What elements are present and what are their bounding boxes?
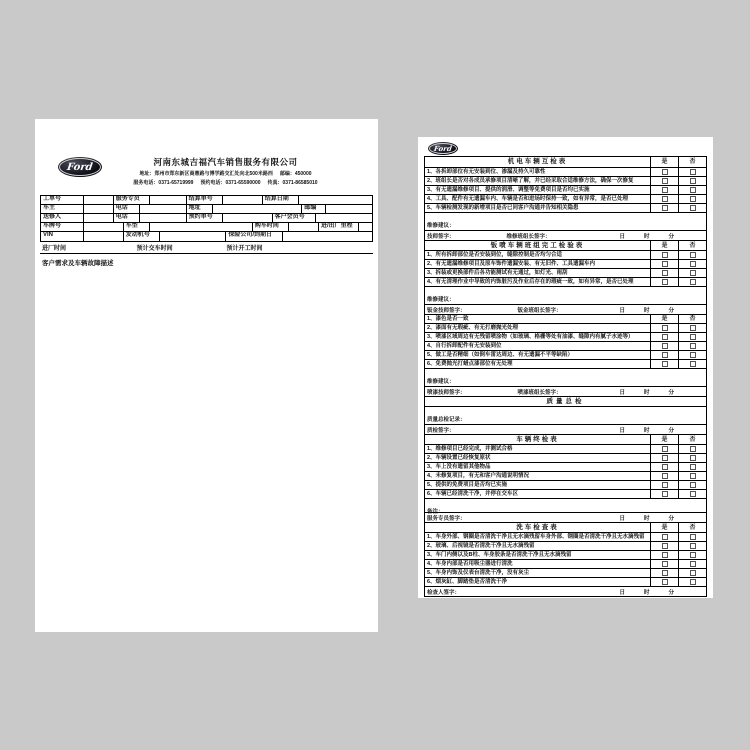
no-header: 否 <box>678 435 706 444</box>
yes-checkbox[interactable] <box>662 205 668 211</box>
checklist-item-text: 1、车身外部、钢圈是否清洗干净且无水滴残留车身外部、钢圈是否清洗干净且无水滴残留 <box>427 534 645 540</box>
checklist-row <box>425 541 706 550</box>
no-checkbox[interactable] <box>690 561 696 567</box>
field-label: 服务专员 <box>114 196 150 204</box>
yes-checkbox-cell[interactable] <box>650 578 678 586</box>
day-label: 日 <box>619 307 625 314</box>
hour-label: 时 <box>643 389 650 396</box>
no-checkbox-cell[interactable] <box>678 351 706 359</box>
yes-checkbox[interactable] <box>662 187 668 193</box>
yes-header: 是 <box>650 241 678 250</box>
yes-checkbox[interactable] <box>662 561 668 567</box>
advice-label: 维修建议： <box>427 223 455 229</box>
phone-line <box>113 179 338 186</box>
yes-checkbox[interactable] <box>662 482 668 488</box>
no-checkbox[interactable] <box>690 491 696 497</box>
no-checkbox[interactable] <box>690 455 696 461</box>
minute-label: 分 <box>668 589 674 596</box>
field-value-cell <box>84 214 114 222</box>
no-checkbox-cell[interactable] <box>678 454 706 462</box>
no-checkbox-cell[interactable] <box>678 278 706 286</box>
date-time-labels <box>619 588 674 596</box>
field-label: 车主 <box>41 205 84 213</box>
field-value-cell <box>223 214 273 222</box>
section-header-row <box>425 157 706 167</box>
field-label: 车型 <box>124 223 150 231</box>
repair-advice-box <box>425 212 706 230</box>
checklist-item-text: 5、做工是否精细（如倒车雷达周边、有无遗漏不平等缺陷） <box>427 352 574 358</box>
checklist-row <box>425 194 706 203</box>
field-value-cell <box>84 196 114 204</box>
yes-checkbox-cell[interactable] <box>650 481 678 489</box>
no-checkbox[interactable] <box>690 352 696 358</box>
yes-checkbox[interactable] <box>662 579 668 585</box>
no-header: 否 <box>678 315 706 323</box>
section-header-row <box>425 434 706 444</box>
table-title: 钣喷车辆班组完工检验表 <box>490 242 585 249</box>
date-time-labels <box>619 232 674 240</box>
yes-checkbox[interactable] <box>662 325 668 331</box>
work-order-page <box>35 119 378 632</box>
yes-checkbox[interactable] <box>662 552 668 558</box>
table-row <box>41 196 372 205</box>
yes-header: 是 <box>650 315 678 323</box>
no-checkbox-cell[interactable] <box>678 578 706 586</box>
no-checkbox[interactable] <box>690 187 696 193</box>
field-label: 送修人 <box>41 214 84 222</box>
yes-checkbox[interactable] <box>662 464 668 470</box>
checklist-row <box>425 277 706 286</box>
no-checkbox[interactable] <box>690 343 696 349</box>
minute-label: 分 <box>668 307 674 314</box>
yes-checkbox-cell[interactable] <box>650 569 678 577</box>
checklist-item-text: 2、车辆设置已经恢复原状 <box>427 455 491 461</box>
day-label: 日 <box>619 427 625 434</box>
service-advisor-signature-label: 服务专员签字： <box>427 515 466 522</box>
technician-signature-label: 技师签字： <box>427 233 455 240</box>
no-checkbox[interactable] <box>690 279 696 285</box>
checklist-item-text: 3、拆装或更换部件后各功能测试有无通过，如灯光、雨刮 <box>427 270 568 276</box>
address-line <box>113 170 338 177</box>
foreman-signature-label: 维修班组长签字： <box>506 233 551 240</box>
repair-advice-box <box>425 286 706 304</box>
yes-checkbox-cell[interactable] <box>650 472 678 480</box>
table-title: 洗车检查表 <box>516 524 559 531</box>
inspection-page <box>418 137 713 598</box>
yes-checkbox[interactable] <box>662 446 668 452</box>
field-value-cell <box>359 223 372 231</box>
signature-row <box>425 386 706 396</box>
checklist-row <box>425 314 706 323</box>
field-value-cell <box>84 205 114 213</box>
no-checkbox-cell[interactable] <box>678 269 706 277</box>
yes-checkbox[interactable] <box>662 361 668 367</box>
checklist-row <box>425 341 706 350</box>
field-label: 保险公司/到期日 <box>226 232 282 241</box>
day-label: 日 <box>619 515 625 522</box>
minute-label: 分 <box>668 389 674 396</box>
no-checkbox-cell[interactable] <box>678 481 706 489</box>
field-value-cell <box>213 205 302 213</box>
checklist-item-text: 4、车身内部是否用吸尘器进行清洗 <box>427 561 513 567</box>
checklist-row <box>425 532 706 541</box>
yes-checkbox-cell[interactable] <box>650 333 678 341</box>
signature-row <box>425 230 706 240</box>
no-header: 否 <box>678 241 706 250</box>
date-time-labels <box>619 426 674 434</box>
inspection-table <box>424 156 707 597</box>
checklist-row <box>425 259 706 268</box>
section-header-row <box>425 396 706 406</box>
yes-checkbox-cell[interactable] <box>650 560 678 568</box>
field-label: 地址 <box>187 205 213 213</box>
yes-checkbox-cell[interactable] <box>650 445 678 453</box>
field-value-cell <box>150 196 186 204</box>
no-header: 否 <box>678 157 706 167</box>
checklist-item-text: 5、车辆检测发现的新增项目是否已同客户沟通并告知相关隐患 <box>427 205 579 211</box>
repair-advice-box <box>425 368 706 386</box>
ford-logo-text: Ford <box>66 161 94 173</box>
table-title: 机电车辆互检表 <box>507 158 568 165</box>
field-label: 电话 <box>114 214 140 222</box>
hour-label: 时 <box>643 427 650 434</box>
ford-logo-text: Ford <box>433 144 453 153</box>
checklist-item-text: 2、有无遗漏维修项目及原车饰件遗漏安装、有无旧件、工具遗漏车内 <box>427 261 596 267</box>
no-checkbox[interactable] <box>690 252 696 258</box>
date-time-labels <box>619 388 674 396</box>
checklist-item-text: 6、免费抛光打蜡点漆部位有无处理 <box>427 361 513 367</box>
no-checkbox-cell[interactable] <box>678 560 706 568</box>
yes-checkbox[interactable] <box>662 334 668 340</box>
date-time-labels <box>619 306 674 314</box>
field-label: 车牌号 <box>41 223 84 231</box>
field-value-cell <box>326 205 372 213</box>
no-checkbox[interactable] <box>690 361 696 367</box>
signature-row <box>425 424 706 434</box>
checklist-item-text: 4、未修复项目，有无和客户沟通说明情况 <box>427 473 530 479</box>
start-time-label: 预计开工时间 <box>226 246 263 252</box>
field-label: 电话 <box>114 205 140 213</box>
field-value-cell <box>289 223 319 231</box>
no-checkbox[interactable] <box>690 270 696 276</box>
no-checkbox-cell[interactable] <box>678 551 706 559</box>
field-value-cell <box>283 232 372 241</box>
no-checkbox-cell[interactable] <box>678 445 706 453</box>
field-label: 购车时间 <box>253 223 289 231</box>
no-checkbox[interactable] <box>690 570 696 576</box>
section-header-row <box>425 522 706 532</box>
no-checkbox-cell[interactable] <box>678 260 706 268</box>
field-value-cell <box>140 214 186 222</box>
yes-checkbox-cell[interactable] <box>650 551 678 559</box>
no-checkbox[interactable] <box>690 261 696 267</box>
field-value-cell <box>223 196 263 204</box>
yes-checkbox-cell[interactable] <box>650 463 678 471</box>
ford-logo <box>428 142 458 155</box>
checklist-row <box>425 462 706 471</box>
signature-row <box>425 586 706 596</box>
no-checkbox-cell[interactable] <box>678 333 706 341</box>
quality-inspection-title: 质量总检 <box>546 398 585 405</box>
service-phone: 服务电话：0371-65719999 <box>133 180 194 186</box>
yes-checkbox-cell[interactable] <box>650 278 678 286</box>
checklist-row <box>425 559 706 568</box>
minute-label: 分 <box>668 233 674 240</box>
checklist-item-text: 6、烟灰缸、脚踏垫是否清洗干净 <box>427 579 508 585</box>
checklist-item-text: 4、工具、配件有无遗漏车内、车辆是否和进场时保持一致，如有异常，是否已处理 <box>427 196 629 202</box>
field-value-cell <box>140 205 186 213</box>
yes-checkbox-cell[interactable] <box>650 251 678 259</box>
yes-checkbox-cell[interactable] <box>650 260 678 268</box>
checklist-row <box>425 577 706 586</box>
no-checkbox-cell[interactable] <box>678 472 706 480</box>
technician-signature-label: 喷漆技师签字： <box>427 389 466 396</box>
checklist-item-text: 5、提供的免费项目是否均已实施 <box>427 482 508 488</box>
field-value-cell <box>84 232 124 241</box>
yes-checkbox-cell[interactable] <box>650 542 678 550</box>
minute-label: 分 <box>668 515 674 522</box>
checklist-row <box>425 568 706 577</box>
notes-label: 备注： <box>427 509 444 515</box>
yes-checkbox[interactable] <box>662 491 668 497</box>
field-label: 进/出厂里程 <box>319 223 359 231</box>
table-title: 车辆终检表 <box>516 436 559 443</box>
checklist-row <box>425 489 706 498</box>
foreman-signature-label: 钣金班组长签字： <box>517 307 562 314</box>
checklist-row <box>425 359 706 368</box>
yes-checkbox-cell[interactable] <box>650 360 678 368</box>
table-row <box>41 205 372 214</box>
field-value-cell <box>150 223 253 231</box>
no-checkbox[interactable] <box>690 169 696 175</box>
checklist-row <box>425 332 706 341</box>
technician-signature-label: 钣金技师签字： <box>427 307 466 314</box>
no-checkbox[interactable] <box>690 334 696 340</box>
yes-checkbox[interactable] <box>662 178 668 184</box>
field-value-cell <box>160 232 226 241</box>
no-checkbox-cell[interactable] <box>678 204 706 212</box>
letterhead <box>113 156 338 186</box>
checklist-item-text: 4、有无清理作业中导致的内饰脏污及作业后存在的瑕疵一致，如有异常，是否已处理 <box>427 279 634 285</box>
field-label: VIN <box>41 232 84 241</box>
vehicle-info-table <box>40 195 373 242</box>
hour-label: 时 <box>643 233 650 240</box>
checklist-row <box>425 444 706 453</box>
checklist-row <box>425 203 706 212</box>
field-label: 发动机号 <box>124 232 160 241</box>
advice-label: 维修建议： <box>427 379 455 385</box>
checklist-row <box>425 185 706 194</box>
no-checkbox-cell[interactable] <box>678 195 706 203</box>
checklist-item-text: 2、玻璃、后视镜是否清洗干净且无水滴残留 <box>427 543 535 549</box>
ford-logo <box>58 157 102 177</box>
checklist-row <box>425 550 706 559</box>
day-label: 日 <box>619 389 625 396</box>
no-checkbox-cell[interactable] <box>678 324 706 332</box>
checklist-item-text: 3、车门内侧以及B柱、车身胶条是否清洗干净且无水滴残留 <box>427 552 572 558</box>
checklist-row <box>425 350 706 359</box>
checklist-row <box>425 250 706 259</box>
yes-checkbox[interactable] <box>662 570 668 576</box>
no-checkbox[interactable] <box>690 446 696 452</box>
no-checkbox[interactable] <box>690 473 696 479</box>
field-label: 结算单号 <box>187 196 223 204</box>
yes-checkbox-cell[interactable] <box>650 269 678 277</box>
yes-header: 是 <box>650 157 678 167</box>
no-checkbox[interactable] <box>690 178 696 184</box>
no-checkbox[interactable] <box>690 482 696 488</box>
signature-row <box>425 512 706 522</box>
no-checkbox-cell[interactable] <box>678 186 706 194</box>
inspector-signature-label: 质检签字： <box>427 427 455 434</box>
no-checkbox[interactable] <box>690 205 696 211</box>
yes-checkbox-cell[interactable] <box>650 177 678 185</box>
hour-label: 时 <box>643 307 650 314</box>
yes-checkbox-cell[interactable] <box>650 351 678 359</box>
yes-checkbox-cell[interactable] <box>650 533 678 541</box>
field-value-cell <box>299 196 372 204</box>
checklist-item-text: 1、所有拆卸部位是否安装到位，缝隙控制是否均匀合适 <box>427 252 563 258</box>
checklist-row <box>425 268 706 277</box>
yes-checkbox-cell[interactable] <box>650 454 678 462</box>
yes-checkbox[interactable] <box>662 169 668 175</box>
booking-phone: 预约电话：0371-65590000 <box>200 180 261 186</box>
yes-checkbox[interactable] <box>662 252 668 258</box>
no-checkbox-cell[interactable] <box>678 533 706 541</box>
advice-label: 维修建议： <box>427 297 455 303</box>
no-checkbox-cell[interactable] <box>678 463 706 471</box>
minute-label: 分 <box>668 427 674 434</box>
checker-signature-label: 检查人签字： <box>427 589 461 596</box>
signature-row <box>425 304 706 314</box>
checklist-row <box>425 480 706 489</box>
yes-checkbox[interactable] <box>662 270 668 276</box>
checklist-item-text: 3、喷漆区域周边有无残留喷涂物（如玻璃、格栅等处有油漆、缝隙内有腻子水迹等） <box>427 334 634 340</box>
fault-description-heading: 客户需求及车辆故障描述 <box>42 260 114 267</box>
address-text: 地址：郑州市郑东新区商鼎路与博学路交汇处向北500米路西 <box>139 171 273 177</box>
yes-checkbox-cell[interactable] <box>650 195 678 203</box>
table-row <box>41 214 372 223</box>
delivery-time-label: 预计交车时间 <box>136 246 173 252</box>
checklist-row <box>425 176 706 185</box>
checklist-item-text: 4、自行拆卸配件有无安装到位 <box>427 343 502 349</box>
entry-time-label: 进厂时间 <box>42 246 67 252</box>
checklist-item-text: 6、车辆已经清洗干净，并停在交车区 <box>427 491 519 497</box>
yes-checkbox[interactable] <box>662 343 668 349</box>
date-time-labels <box>619 514 674 522</box>
hour-label: 时 <box>643 589 650 596</box>
fax-number: 传真：0371-86585010 <box>267 180 318 186</box>
yes-checkbox-cell[interactable] <box>650 324 678 332</box>
yes-checkbox[interactable] <box>662 279 668 285</box>
yes-checkbox-cell[interactable] <box>650 342 678 350</box>
checklist-item-text: 3、车上没有遗留其他物品 <box>427 464 491 470</box>
field-label: 邮编 <box>302 205 325 213</box>
no-checkbox-cell[interactable] <box>678 569 706 577</box>
no-checkbox[interactable] <box>690 543 696 549</box>
postal-code: 邮编：450000 <box>279 171 312 177</box>
table-row <box>41 232 372 241</box>
record-label: 质量总检记录： <box>427 417 466 423</box>
day-label: 日 <box>619 589 625 596</box>
field-label: 结算日期 <box>263 196 299 204</box>
time-row <box>40 242 373 254</box>
yes-checkbox[interactable] <box>662 534 668 540</box>
checklist-item-text: 2、班组长是否对各成员承修项目清晰了解，并已经采取合适维修方法，确保一次修复 <box>427 178 634 184</box>
checklist-item-text: 1、漆色是否一致 <box>427 316 469 322</box>
no-checkbox-cell[interactable] <box>678 542 706 550</box>
yes-checkbox[interactable] <box>662 473 668 479</box>
checklist-item-text: 1、维修项目已经完成，并测试合格 <box>427 446 513 452</box>
checklist-row <box>425 323 706 332</box>
field-value-cell <box>84 223 124 231</box>
field-label: 客户会员号 <box>273 214 316 222</box>
checklist-row <box>425 453 706 462</box>
notes-box <box>425 498 706 515</box>
no-checkbox-cell[interactable] <box>678 360 706 368</box>
no-checkbox-cell[interactable] <box>678 251 706 259</box>
yes-header: 是 <box>650 435 678 444</box>
yes-checkbox[interactable] <box>662 196 668 202</box>
no-checkbox-cell[interactable] <box>678 342 706 350</box>
checklist-item-text: 5、车身内饰及仪表台清洗干净，没有灰尘 <box>427 570 530 576</box>
table-row <box>41 223 372 232</box>
field-value-cell <box>316 214 372 222</box>
checklist-item-text: 1、各拆卸部位有无安装到位、渗漏及持久可靠性 <box>427 169 546 175</box>
no-checkbox[interactable] <box>690 552 696 558</box>
yes-checkbox[interactable] <box>662 352 668 358</box>
yes-checkbox-cell[interactable] <box>650 168 678 176</box>
yes-checkbox-cell[interactable] <box>650 490 678 498</box>
checklist-row <box>425 167 706 176</box>
no-checkbox-cell[interactable] <box>678 168 706 176</box>
no-checkbox[interactable] <box>690 534 696 540</box>
no-header: 否 <box>678 523 706 532</box>
no-checkbox[interactable] <box>690 325 696 331</box>
checklist-row <box>425 471 706 480</box>
checklist-item-text: 3、有无遗漏维修项目、提供的润滑、调整等免费项目是否均已实施 <box>427 187 590 193</box>
company-name: 河南东城吉福汽车销售服务有限公司 <box>153 157 298 167</box>
hour-label: 时 <box>643 515 650 522</box>
yes-header: 是 <box>650 523 678 532</box>
no-checkbox[interactable] <box>690 196 696 202</box>
section-header-row <box>425 240 706 250</box>
day-label: 日 <box>619 233 625 240</box>
field-label: 预约单号 <box>187 214 223 222</box>
yes-checkbox-cell[interactable] <box>650 204 678 212</box>
yes-checkbox-cell[interactable] <box>650 186 678 194</box>
quality-record-box <box>425 406 706 424</box>
yes-checkbox[interactable] <box>662 261 668 267</box>
checklist-item-text: 2、漆面有无瑕疵、有无打磨抛光处理 <box>427 325 519 331</box>
no-checkbox[interactable] <box>690 579 696 585</box>
no-checkbox-cell[interactable] <box>678 490 706 498</box>
no-checkbox-cell[interactable] <box>678 177 706 185</box>
no-checkbox[interactable] <box>690 464 696 470</box>
yes-checkbox[interactable] <box>662 455 668 461</box>
foreman-signature-label: 喷漆班组长签字： <box>517 389 562 396</box>
field-label: 工单号 <box>41 196 84 204</box>
yes-checkbox[interactable] <box>662 543 668 549</box>
